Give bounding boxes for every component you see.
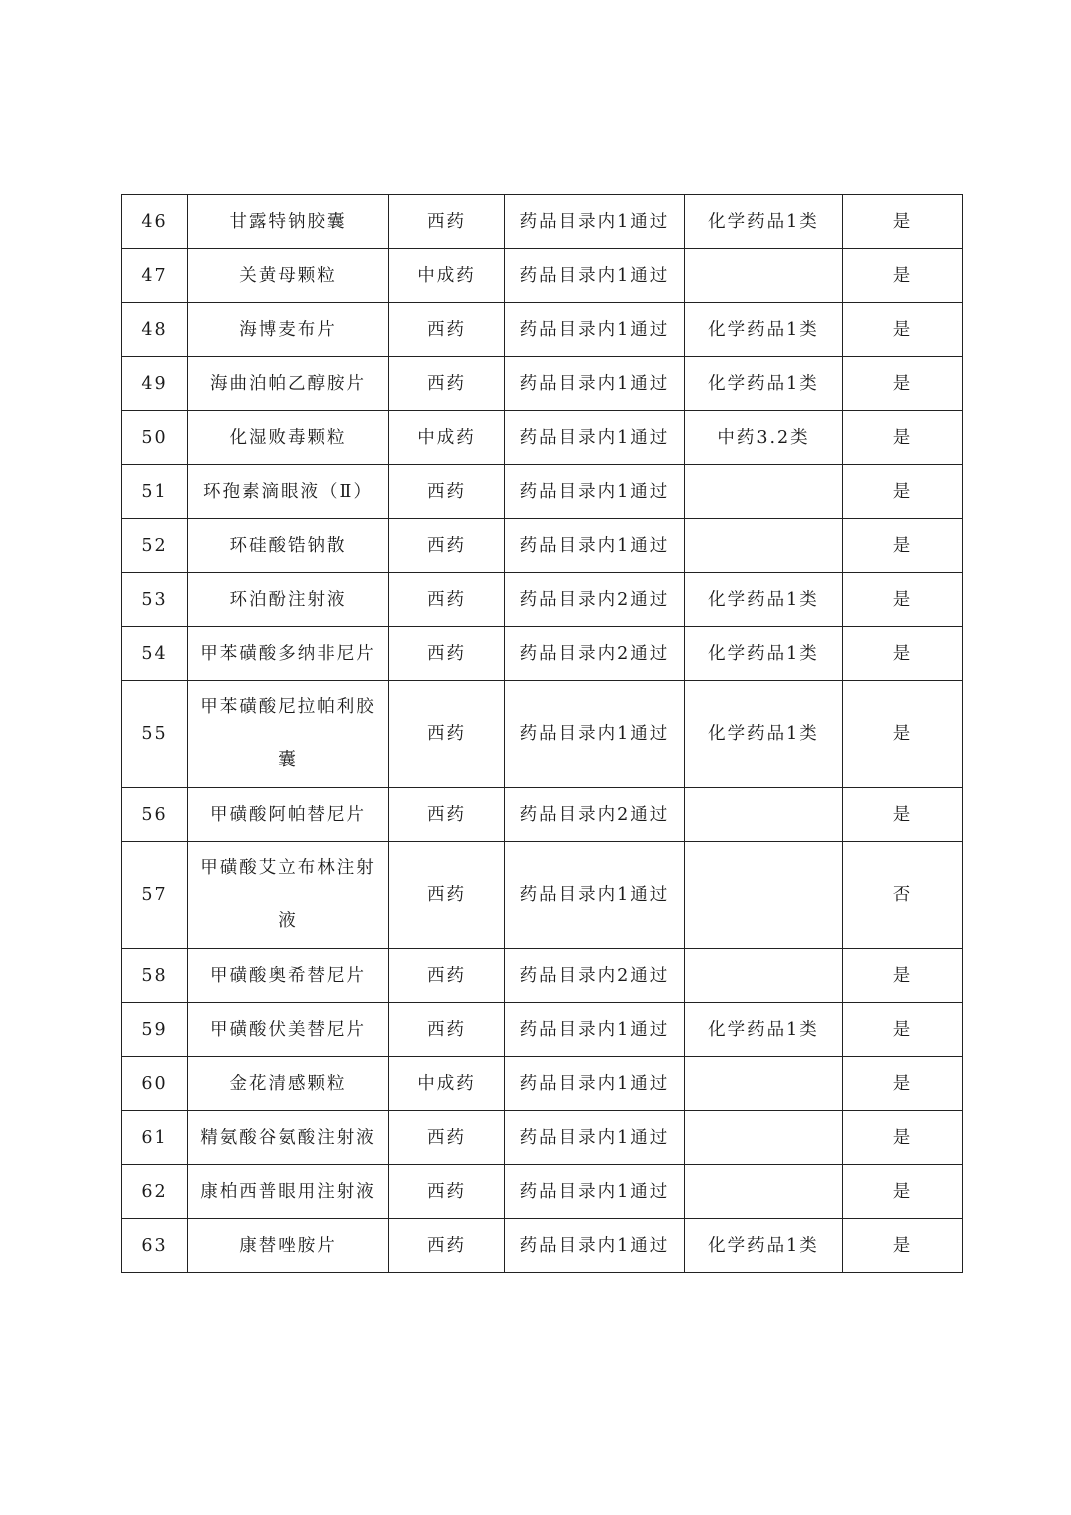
approval-status-cell: 药品目录内1通过 (505, 465, 685, 519)
drug-type-cell: 西药 (389, 1111, 505, 1165)
drug-name-cell: 康柏西普眼用注射液 (188, 1165, 389, 1219)
drug-name-cell: 甲磺酸奥希替尼片 (188, 949, 389, 1003)
row-number-cell: 62 (122, 1165, 188, 1219)
flag-cell: 是 (843, 627, 963, 681)
flag-cell: 是 (843, 303, 963, 357)
table-row (122, 1219, 963, 1273)
drug-name-cell: 康替唑胺片 (188, 1219, 389, 1273)
drug-name-cell: 环泊酚注射液 (188, 573, 389, 627)
drug-category-cell: 化学药品1类 (685, 573, 843, 627)
approval-status-cell: 药品目录内1通过 (505, 1111, 685, 1165)
drug-category-cell: 化学药品1类 (685, 195, 843, 249)
drug-category-cell (685, 519, 843, 573)
drug-type-cell: 西药 (389, 681, 505, 788)
flag-cell: 是 (843, 519, 963, 573)
drug-category-cell: 中药3.2类 (685, 411, 843, 465)
flag-cell: 是 (843, 465, 963, 519)
drug-type-cell: 西药 (389, 519, 505, 573)
row-number-cell: 50 (122, 411, 188, 465)
drug-type-cell: 西药 (389, 842, 505, 949)
approval-status-cell: 药品目录内1通过 (505, 1003, 685, 1057)
table-body (122, 195, 963, 1273)
drug-type-cell: 中成药 (389, 1057, 505, 1111)
drug-type-cell: 西药 (389, 788, 505, 842)
flag-cell: 是 (843, 357, 963, 411)
table-row (122, 1111, 963, 1165)
drug-name-cell: 化湿败毒颗粒 (188, 411, 389, 465)
table-row (122, 249, 963, 303)
approval-status-cell: 药品目录内1通过 (505, 411, 685, 465)
drug-category-cell (685, 788, 843, 842)
flag-cell: 是 (843, 1111, 963, 1165)
drug-name-cell: 甘露特钠胶囊 (188, 195, 389, 249)
drug-name-cell: 海博麦布片 (188, 303, 389, 357)
drug-name-cell: 甲磺酸阿帕替尼片 (188, 788, 389, 842)
row-number-cell: 48 (122, 303, 188, 357)
approval-status-cell: 药品目录内2通过 (505, 788, 685, 842)
drug-type-cell: 西药 (389, 357, 505, 411)
drug-name-cell: 海曲泊帕乙醇胺片 (188, 357, 389, 411)
drug-category-cell (685, 465, 843, 519)
drug-type-cell: 西药 (389, 627, 505, 681)
drug-category-cell (685, 842, 843, 949)
flag-cell: 是 (843, 411, 963, 465)
table-row (122, 1165, 963, 1219)
drug-type-cell: 西药 (389, 195, 505, 249)
drug-category-cell (685, 1165, 843, 1219)
approval-status-cell: 药品目录内1通过 (505, 249, 685, 303)
flag-cell: 是 (843, 1219, 963, 1273)
drug-name-cell: 甲磺酸艾立布林注射液 (188, 842, 389, 949)
row-number-cell: 46 (122, 195, 188, 249)
row-number-cell: 59 (122, 1003, 188, 1057)
row-number-cell: 47 (122, 249, 188, 303)
flag-cell: 是 (843, 1057, 963, 1111)
drug-type-cell: 中成药 (389, 249, 505, 303)
table-row (122, 1057, 963, 1111)
row-number-cell: 57 (122, 842, 188, 949)
row-number-cell: 54 (122, 627, 188, 681)
drug-category-cell (685, 1057, 843, 1111)
row-number-cell: 49 (122, 357, 188, 411)
drug-category-cell (685, 249, 843, 303)
flag-cell: 是 (843, 249, 963, 303)
flag-cell: 是 (843, 1165, 963, 1219)
approval-status-cell: 药品目录内1通过 (505, 357, 685, 411)
drug-category-cell: 化学药品1类 (685, 681, 843, 788)
table-row (122, 411, 963, 465)
approval-status-cell: 药品目录内1通过 (505, 842, 685, 949)
drug-category-cell: 化学药品1类 (685, 303, 843, 357)
drug-type-cell: 西药 (389, 573, 505, 627)
table-row (122, 681, 963, 788)
approval-status-cell: 药品目录内2通过 (505, 573, 685, 627)
approval-status-cell: 药品目录内2通过 (505, 949, 685, 1003)
table-row (122, 519, 963, 573)
table-row (122, 788, 963, 842)
flag-cell: 是 (843, 949, 963, 1003)
approval-status-cell: 药品目录内1通过 (505, 195, 685, 249)
drug-type-cell: 西药 (389, 1219, 505, 1273)
table-row (122, 573, 963, 627)
flag-cell: 是 (843, 1003, 963, 1057)
flag-cell: 是 (843, 681, 963, 788)
approval-status-cell: 药品目录内1通过 (505, 519, 685, 573)
table-row (122, 842, 963, 949)
drug-name-cell: 甲苯磺酸尼拉帕利胶囊 (188, 681, 389, 788)
table-row (122, 949, 963, 1003)
table-row (122, 303, 963, 357)
row-number-cell: 63 (122, 1219, 188, 1273)
approval-status-cell: 药品目录内2通过 (505, 627, 685, 681)
row-number-cell: 55 (122, 681, 188, 788)
drug-category-cell: 化学药品1类 (685, 627, 843, 681)
row-number-cell: 61 (122, 1111, 188, 1165)
flag-cell: 是 (843, 573, 963, 627)
drug-category-cell (685, 1111, 843, 1165)
flag-cell: 是 (843, 788, 963, 842)
drug-name-cell: 金花清感颗粒 (188, 1057, 389, 1111)
drug-type-cell: 西药 (389, 949, 505, 1003)
approval-status-cell: 药品目录内1通过 (505, 1057, 685, 1111)
drug-type-cell: 西药 (389, 1165, 505, 1219)
table-row (122, 1003, 963, 1057)
approval-status-cell: 药品目录内1通过 (505, 1219, 685, 1273)
drug-name-cell: 甲苯磺酸多纳非尼片 (188, 627, 389, 681)
approval-status-cell: 药品目录内1通过 (505, 1165, 685, 1219)
drug-category-cell: 化学药品1类 (685, 1003, 843, 1057)
drug-category-cell (685, 949, 843, 1003)
table-row (122, 195, 963, 249)
drug-list-table (121, 194, 963, 1273)
drug-name-cell: 精氨酸谷氨酸注射液 (188, 1111, 389, 1165)
drug-type-cell: 中成药 (389, 411, 505, 465)
drug-type-cell: 西药 (389, 1003, 505, 1057)
table-row (122, 627, 963, 681)
drug-name-cell: 甲磺酸伏美替尼片 (188, 1003, 389, 1057)
drug-category-cell: 化学药品1类 (685, 357, 843, 411)
approval-status-cell: 药品目录内1通过 (505, 303, 685, 357)
drug-category-cell: 化学药品1类 (685, 1219, 843, 1273)
row-number-cell: 52 (122, 519, 188, 573)
drug-name-cell: 环孢素滴眼液（Ⅱ） (188, 465, 389, 519)
row-number-cell: 56 (122, 788, 188, 842)
row-number-cell: 60 (122, 1057, 188, 1111)
drug-type-cell: 西药 (389, 303, 505, 357)
drug-type-cell: 西药 (389, 465, 505, 519)
table-row (122, 465, 963, 519)
row-number-cell: 51 (122, 465, 188, 519)
drug-name-cell: 关黄母颗粒 (188, 249, 389, 303)
approval-status-cell: 药品目录内1通过 (505, 681, 685, 788)
table-row (122, 357, 963, 411)
row-number-cell: 58 (122, 949, 188, 1003)
drug-name-cell: 环硅酸锆钠散 (188, 519, 389, 573)
flag-cell: 否 (843, 842, 963, 949)
flag-cell: 是 (843, 195, 963, 249)
row-number-cell: 53 (122, 573, 188, 627)
